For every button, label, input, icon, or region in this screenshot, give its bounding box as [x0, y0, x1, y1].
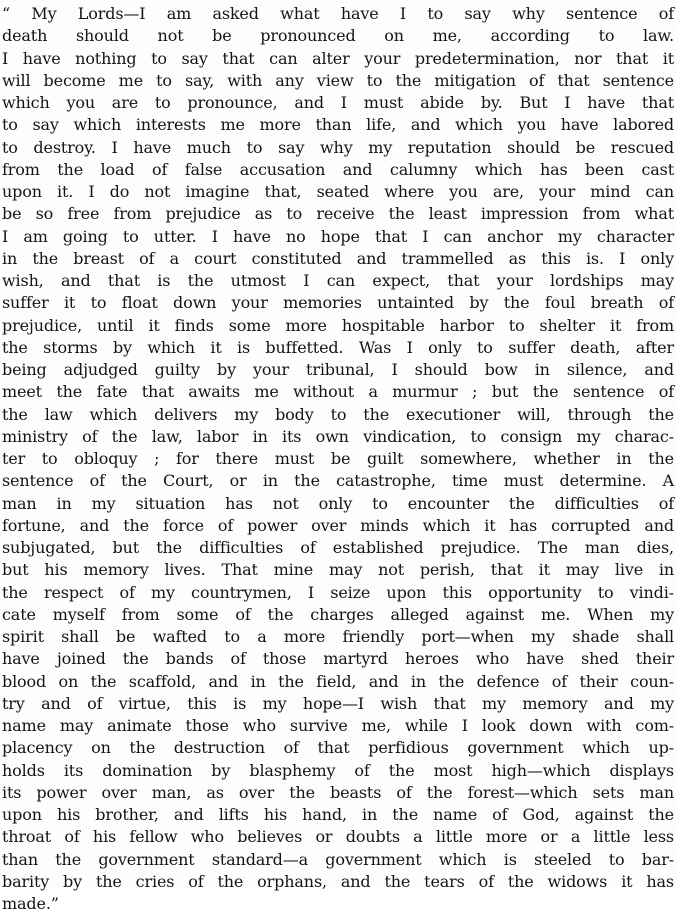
text-line: sentence of the Court, or in the catastrophe, time must determine. A: [2, 471, 674, 491]
speech-text-column: [2, 3, 674, 915]
text-line: be so free from prejudice as to receive the least impression from what: [2, 204, 674, 224]
text-line: have joined the bands of those martyrd heroes who have shed their: [2, 649, 674, 669]
text-line: being adjudged guilty by your tribunal, I should bow in silence, and: [2, 360, 674, 379]
text-line: fortune, and the force of power over minds which it has corrupted and: [2, 515, 674, 535]
text-line: man in my situation has not only to encounter the difficulties of: [2, 493, 674, 513]
text-line: death should not be pronounced on me, according to law.: [2, 26, 674, 46]
text-line: spirit shall be wafted to a more friendly port—when my shade shall: [2, 627, 674, 646]
text-line: throat of his fellow who believes or doubts a little more or a little less: [2, 827, 674, 847]
text-line: I have nothing to say that can alter your predetermination, nor that it: [2, 48, 674, 68]
text-line: prejudice, until it finds some more hospitable harbor to shelter it from: [2, 315, 674, 335]
text-line: to say which interests me more than life, and which you have labored: [2, 115, 674, 135]
text-line: the law which delivers my body to the executioner will, through the: [2, 404, 674, 424]
text-line: to destroy. I have much to say why my reputation should be rescued: [2, 137, 674, 157]
text-line: ministry of the law, labor in its own vindication, to consign my charac-: [2, 426, 674, 446]
text-line: upon his brother, and lifts his hand, in the name of God, against the: [2, 805, 674, 824]
text-line: which you are to pronounce, and I must abide by. But I have that: [2, 93, 674, 112]
text-line: upon it. I do not imagine that, seated where you are, your mind can: [2, 182, 674, 201]
text-line: placency on the destruction of that perfidious government which up-: [2, 738, 674, 758]
text-line: try and of virtue, this is my hope—I wish that my memory and my: [2, 693, 674, 713]
text-line: ter to obloquy ; for there must be guilt somewhere, whether in the: [2, 449, 674, 468]
text-line: holds its domination by blasphemy of the most high—which displays: [2, 760, 674, 780]
text-line: barity by the cries of the orphans, and the tears of the widows it has: [2, 871, 674, 891]
text-line: blood on the scaffold, and in the field, and in the defence of their coun-: [2, 671, 674, 691]
text-line: I am going to utter. I have no hope that I can anchor my character: [2, 226, 674, 246]
text-line: will become me to say, with any view to the mitigation of that sentence: [2, 70, 674, 90]
text-line: in the breast of a court constituted and trammelled as this is. I only: [2, 248, 674, 268]
text-line: from the load of false accusation and calumny which has been cast: [2, 159, 674, 179]
text-line: wish, and that is the utmost I can expect, that your lordships may: [2, 271, 674, 290]
text-line: but his memory lives. That mine may not perish, that it may live in: [2, 560, 674, 580]
text-line: meet the fate that awaits me without a murmur ; but the sentence of: [2, 382, 674, 402]
text-line: suffer it to float down your memories untainted by the foul breath of: [2, 293, 674, 313]
text-line: the storms by which it is buffetted. Was I only to suffer death, after: [2, 337, 674, 357]
text-line: than the government standard—a government which is steeled to bar-: [2, 849, 674, 869]
text-line: “ My Lords—I am asked what have I to say why sentence of: [2, 4, 674, 23]
text-line: cate myself from some of the charges alleged against me. When my: [2, 604, 674, 624]
text-line: subjugated, but the difficulties of established prejudice. The man dies,: [2, 538, 674, 557]
text-line: name may animate those who survive me, while I look down with com-: [2, 716, 674, 735]
text-line: its power over man, as over the beasts of the forest—which sets man: [2, 782, 674, 802]
text-line: made.”: [2, 894, 59, 913]
text-line: the respect of my countrymen, I seize upon this opportunity to vindi-: [2, 582, 674, 602]
